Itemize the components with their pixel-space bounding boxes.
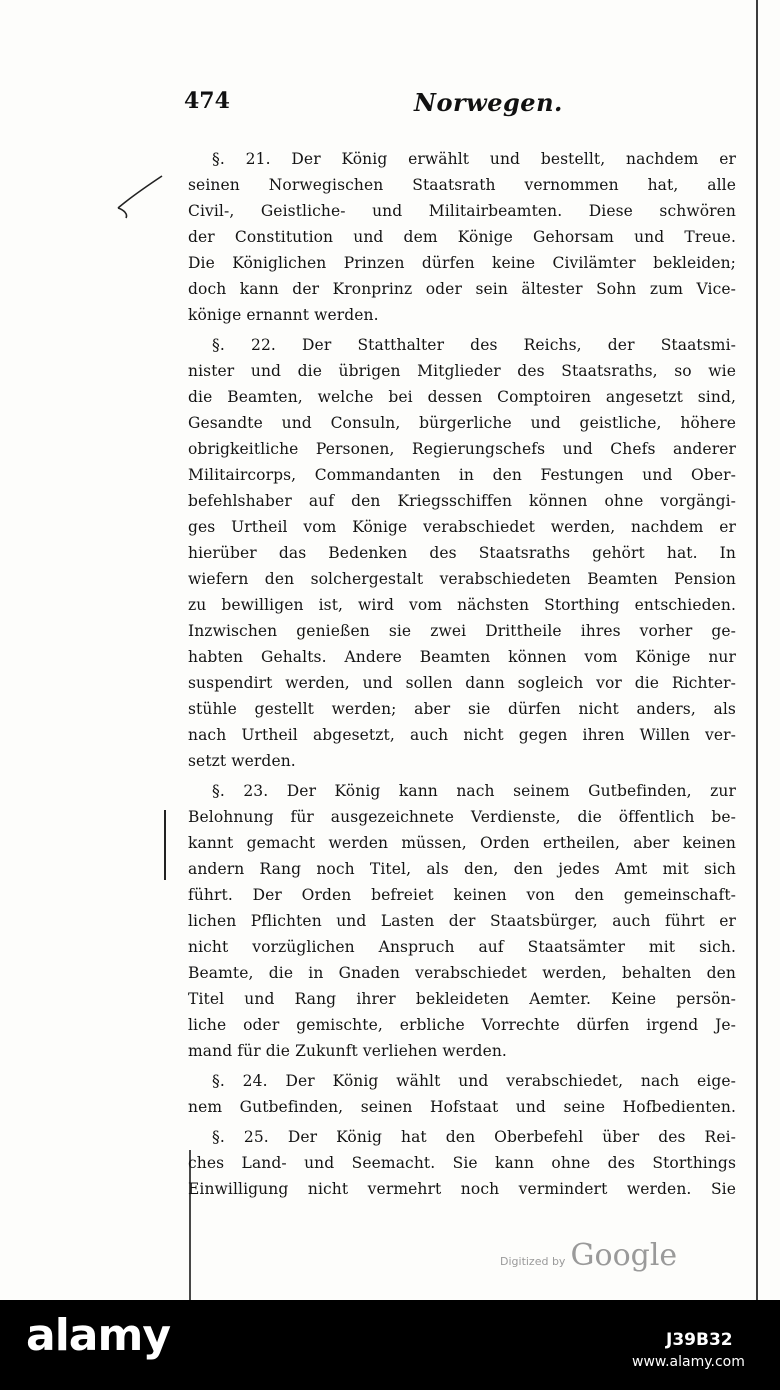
text-line: Titel und Rang ihrer bekleideten Aemter. Keine persön-	[188, 990, 736, 1008]
text-line: ches Land- und Seemacht. Sie kann ohne des Storthings	[188, 1154, 736, 1172]
paragraph-22	[188, 332, 736, 774]
text-line: Beamte, die in Gnaden verabschiedet werden, behalten den	[188, 964, 736, 982]
text-line: Inzwischen genießen sie zwei Drittheile ihres vorher ge-	[188, 622, 736, 640]
text-line: liche oder gemischte, erbliche Vorrechte dürfen irgend Je-	[188, 1016, 736, 1034]
text-line: suspendirt werden, und sollen dann sogleich vor die Richter-	[188, 674, 736, 692]
text-line: Civil-, Geistliche- und Militairbeamten. Diese schwören	[188, 202, 736, 220]
paragraph-21	[188, 146, 736, 328]
text-line: §. 21. Der König erwählt und bestellt, nachdem er	[212, 150, 736, 168]
text-line: wiefern den solchergestalt verabschiedeten Beamten Pension	[188, 570, 736, 588]
text-line: zu bewilligen ist, wird vom nächsten Storthing entschieden.	[188, 596, 736, 614]
paragraph-25	[188, 1124, 736, 1202]
digitized-by-google-watermark	[500, 1238, 677, 1273]
text-line: ges Urtheil vom Könige verabschiedet werden, nachdem er	[188, 518, 736, 536]
text-line: nicht vorzüglichen Anspruch auf Staatsämter mit sich.	[188, 938, 736, 956]
text-line: seinen Norwegischen Staatsrath vernommen hat, alle	[188, 176, 736, 194]
text-line: §. 23. Der König kann nach seinem Gutbefinden, zur	[212, 782, 736, 800]
body-text	[188, 146, 736, 1202]
text-line: habten Gehalts. Andere Beamten können vom Könige nur	[188, 648, 736, 666]
site-url: www.alamy.com	[632, 1354, 745, 1370]
paragraph-24	[188, 1068, 736, 1120]
text-line: stühle gestellt werden; aber sie dürfen nicht anders, als	[188, 700, 736, 718]
watermark-prefix: Digitized by	[500, 1255, 566, 1268]
text-line: nister und die übrigen Mitglieder des Staatsraths, so wie	[188, 362, 736, 380]
text-line: hierüber das Bedenken des Staatsraths gehört hat. In	[188, 544, 736, 562]
text-line: könige ernannt werden.	[188, 306, 379, 324]
text-line: obrigkeitliche Personen, Regierungschefs und Chefs anderer	[188, 440, 736, 458]
margin-annotation-mark	[110, 170, 170, 220]
text-line: Gesandte und Consuln, bürgerliche und geistliche, höhere	[188, 414, 736, 432]
text-line: doch kann der Kronprinz oder sein ältester Sohn zum Vice-	[188, 280, 736, 298]
page-number: 474	[184, 88, 230, 114]
page-header	[184, 88, 744, 124]
image-id: J39B32	[666, 1330, 733, 1350]
text-line: §. 24. Der König wählt und verabschiedet, nach eige-	[212, 1072, 736, 1090]
text-line: lichen Pflichten und Lasten der Staatsbürger, auch führt er	[188, 912, 736, 930]
text-line: andern Rang noch Titel, als den, den jedes Amt mit sich	[188, 860, 736, 878]
running-title: Norwegen.	[414, 88, 563, 117]
text-line: Die Königlichen Prinzen dürfen keine Civilämter bekleiden;	[188, 254, 736, 272]
page-edge-right	[756, 0, 758, 1300]
margin-annotation-bar	[164, 810, 166, 880]
text-line: führt. Der Orden befreiet keinen von den gemeinschaft-	[188, 886, 736, 904]
text-line: befehlshaber auf den Kriegsschiffen können ohne vorgängi-	[188, 492, 736, 510]
text-line: §. 25. Der König hat den Oberbefehl über des Rei-	[212, 1128, 736, 1146]
text-line: die Beamten, welche bei dessen Comptoiren angesetzt sind,	[188, 388, 736, 406]
paragraph-23	[188, 778, 736, 1064]
text-line: der Constitution und dem Könige Gehorsam und Treue.	[188, 228, 736, 246]
text-line: nach Urtheil abgesetzt, auch nicht gegen ihren Willen ver-	[188, 726, 736, 744]
google-logo: Google	[570, 1238, 678, 1273]
text-line: Belohnung für ausgezeichnete Verdienste, die öffentlich be-	[188, 808, 736, 826]
text-line: §. 22. Der Statthalter des Reichs, der Staatsmi-	[212, 336, 736, 354]
text-line: setzt werden.	[188, 752, 296, 770]
stock-photo-banner	[0, 1300, 780, 1390]
text-line: kannt gemacht werden müssen, Orden ertheilen, aber keinen	[188, 834, 736, 852]
text-line: Militaircorps, Commandanten in den Festungen und Ober-	[188, 466, 736, 484]
text-line: mand für die Zukunft verliehen werden.	[188, 1042, 507, 1060]
text-line: Einwilligung nicht vermehrt noch vermindert werden. Sie	[188, 1180, 736, 1198]
text-line: nem Gutbefinden, seinen Hofstaat und seine Hofbedienten.	[188, 1098, 736, 1116]
alamy-logo: alamy	[26, 1310, 170, 1361]
